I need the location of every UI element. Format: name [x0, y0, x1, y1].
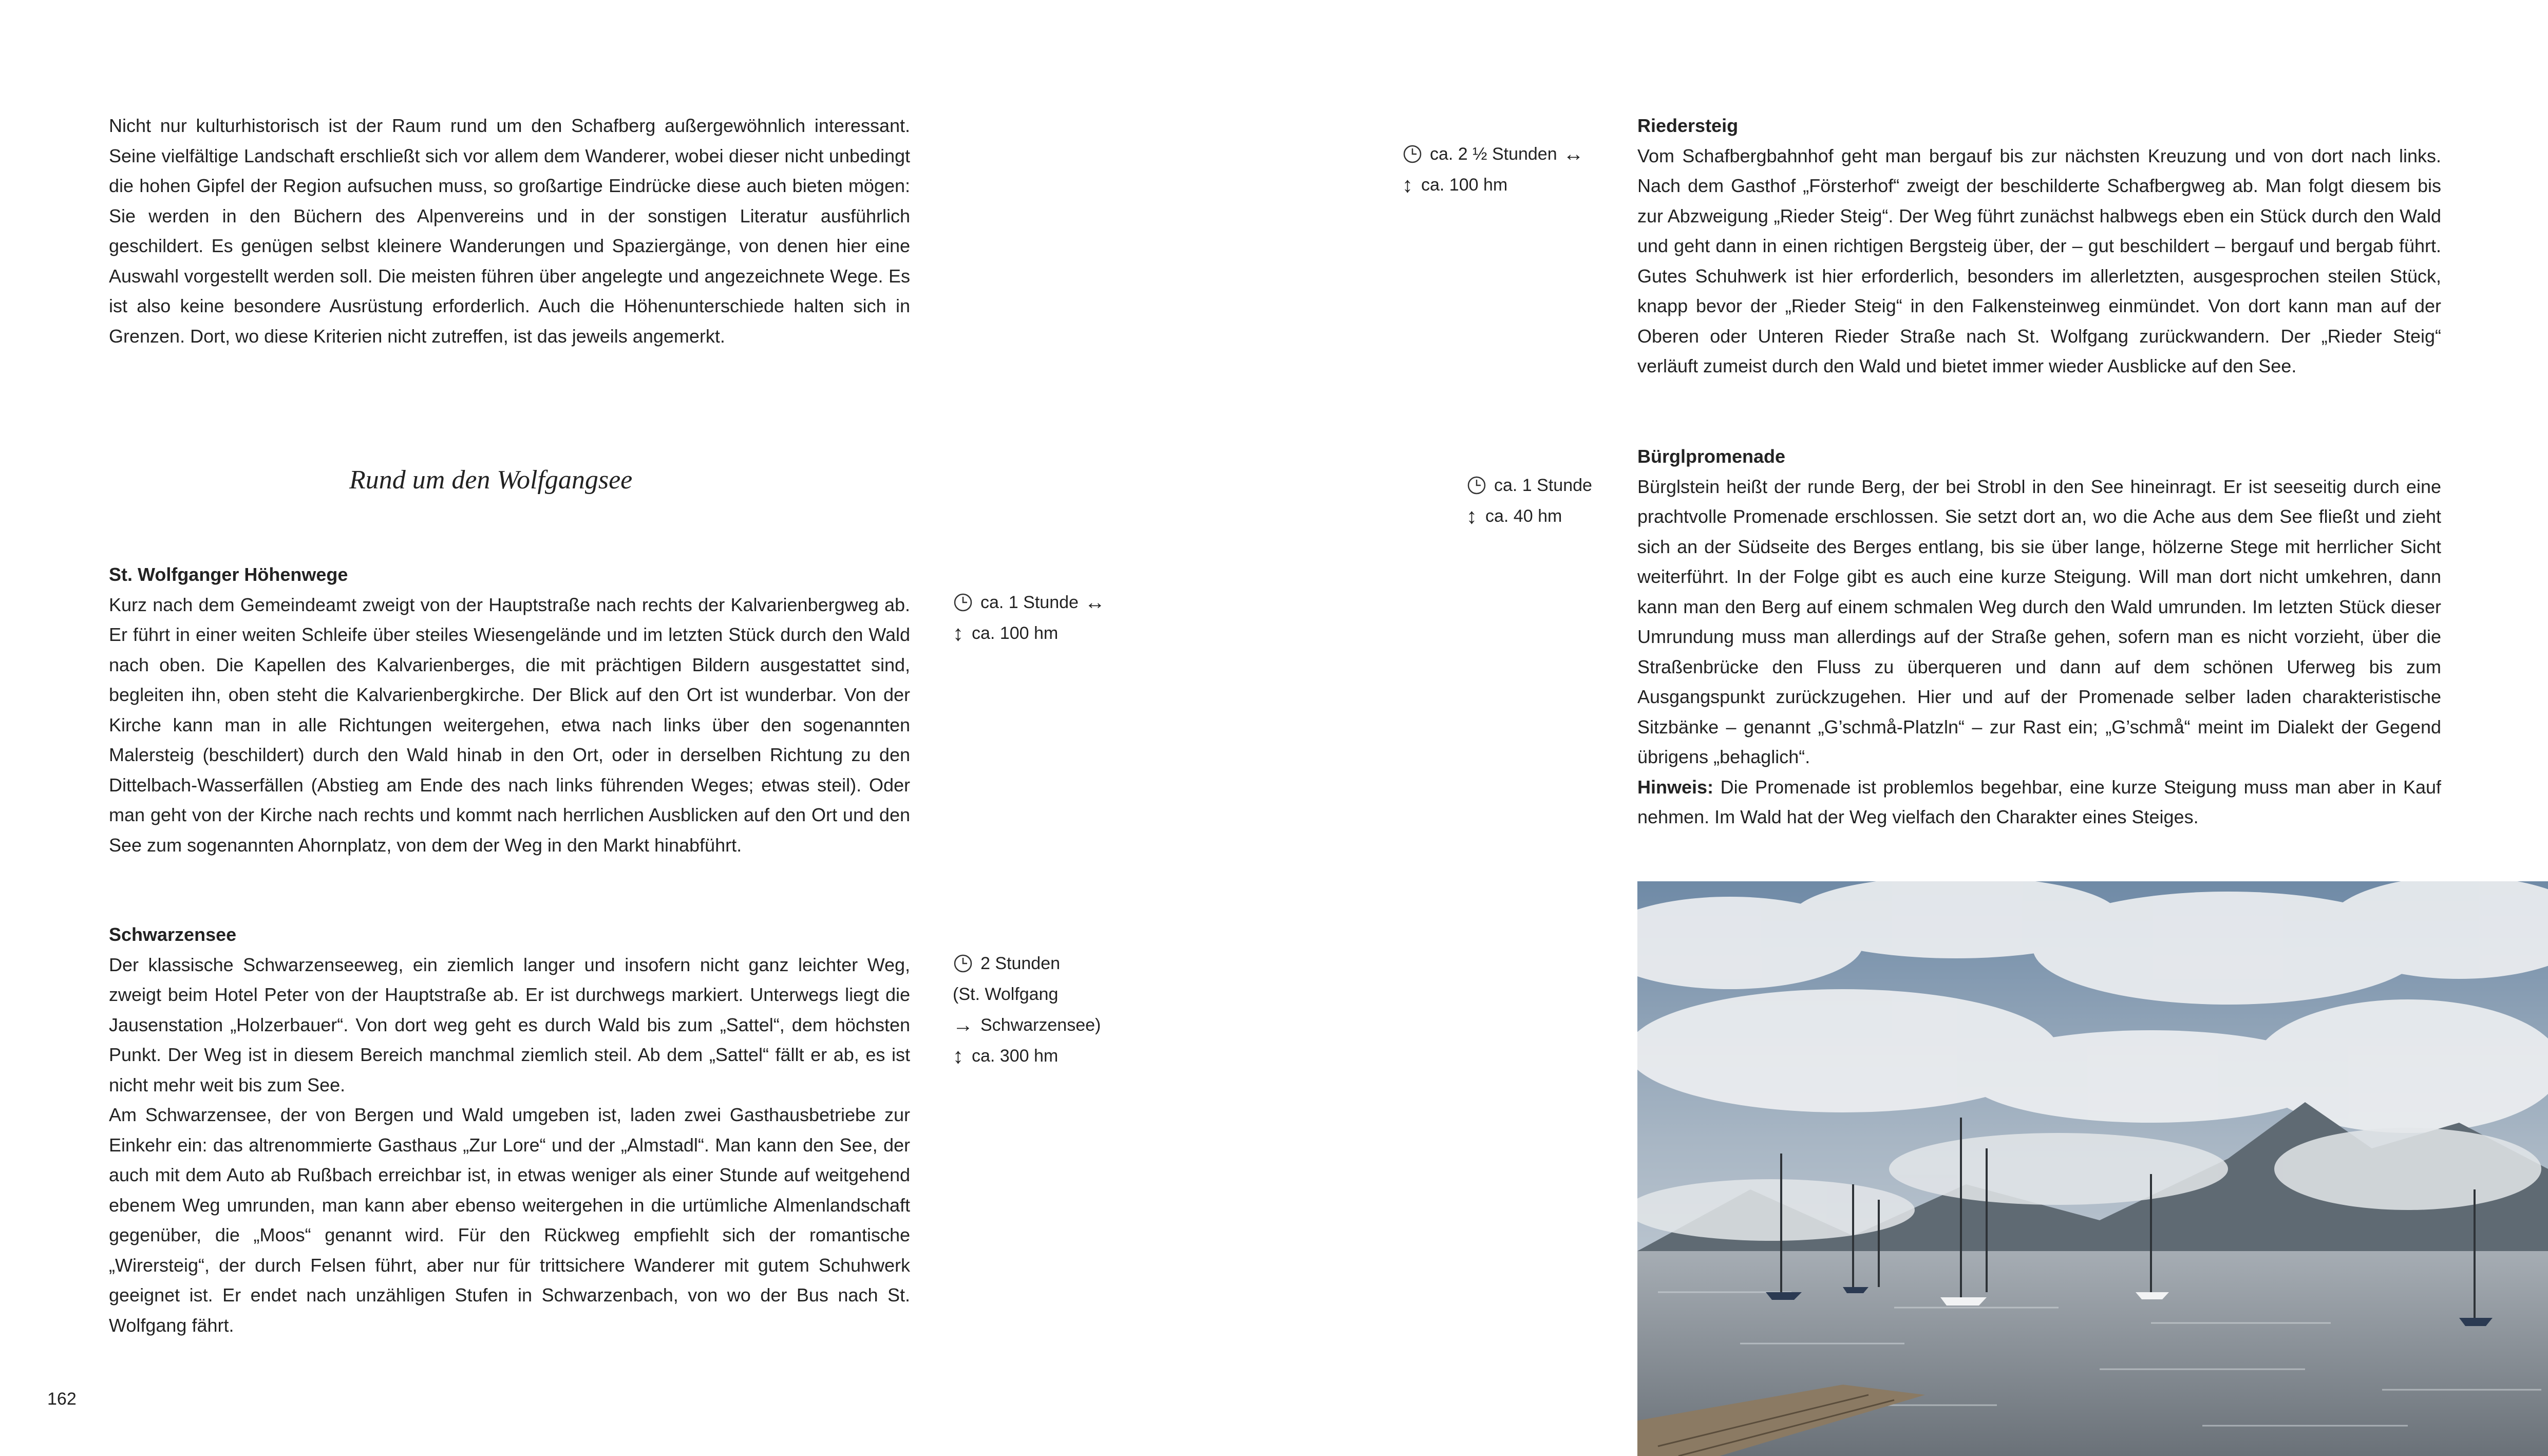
hike-text: Bürglstein heißt der runde Berg, der bei Strobl in den See hineinragt. Er ist seeseitig durch eine prachtvolle Promenade erschlossen. Sie setzt dort an, wo die Ache aus dem See fließt und zieht sich an der Südseite des Berges entlang, bis sie über lange, hölzerne Stege mit herrlicher Sicht weiterführt. In der Folge gibt es auch eine kurze Steigung. Will man dort nicht umkehren, dann kann man den Berg auf einem schmalen Weg durch den Wald umrunden. Im letzten Stück dieser Umrundung muss man allerdings auf der Straße gehen, sofern man es nicht vorzieht, über die Straßenbrücke den Fluss zu überqueren und dann auf dem schönen Uferweg bis zum Ausgangspunkt zurückzugehen. Hier und auf der Promenade selber laden charakteristische Sitzbänke – genannt „G’schmå-Platzln“ – zur Rast ein; „G’schmå“ meint im Dialekt der Gegend übrigens „behaglich“. [1637, 476, 2441, 767]
clock-icon [1466, 475, 1487, 496]
hike-meta-riedersteig [1402, 139, 1584, 200]
hike-meta-schwarzensee [953, 948, 1101, 1071]
two-way-arrow-icon: ↔ [1563, 143, 1584, 165]
duration-row [953, 948, 1101, 979]
route-to [953, 1010, 1101, 1041]
hike-meta-buerglpromenade [1466, 470, 1592, 532]
elevation-row [953, 1041, 1101, 1071]
elevation-row [953, 618, 1105, 649]
hike-riedersteig [1637, 111, 2441, 382]
route-from [953, 979, 1101, 1010]
note-text: Die Promenade ist problemlos begehbar, eine kurze Steigung muss man aber in Kauf nehmen. Im Wald hat der Weg vielfach den Charakter eines Steiges. [1637, 776, 2441, 827]
up-down-arrow-icon: ↕ [953, 621, 964, 645]
page-number: 162 [47, 1389, 77, 1409]
elevation-value: ca. 40 hm [1485, 506, 1562, 526]
duration-value: ca. 1 Stunde [1494, 476, 1592, 495]
hike-note [1637, 772, 2441, 833]
intro-text: Nicht nur kulturhistorisch ist der Raum rund um den Schafberg außergewöhnlich interessant. Seine vielfältige Landschaft erschließt sich vor allem dem Wanderer, wobei dieser nicht unbedingt die hohen Gipfel der Region aufsuchen muss, so großartige Eindrücke diese auch bieten mögen: Sie werden in den Büchern des Alpenvereins und in der sonstigen Literatur ausführlich geschildert. Es genügen selbst kleinere Wanderungen und Spaziergänge, von denen hier eine Auswahl vorgestellt werden soll. Die meisten führen über angelegte und angezeichnete Wege. Es ist also keine besondere Ausrüstung erforderlich. Auch die Höhenunterschiede halten sich in Grenzen. Dort, wo diese Kriterien nicht zutreffen, ist das jeweils angemerkt. [109, 115, 910, 347]
hike-text: Kurz nach dem Gemeindeamt zweigt von der Hauptstraße nach rechts der Kalvarienbergweg ab. Er führt in einer weiten Schleife über steiles Wiesengelände und im letzten Stück durch den Wald nach oben. Die Kapellen des Kalvarienberges, die mit prächtigen Bildern ausgestattet sind, begleiten ihn, oben steht die Kalvarienbergkirche. Der Blick auf den Ort ist wunderbar. Von der Kirche kann man in alle Richtungen weitergehen, etwa nach links über den sogenannten Malersteig (beschildert) durch den Wald hinab in den Ort, oder in derselben Richtung zu den Dittelbach-Wasserfällen (Abstieg am Ende des nach links führenden Weges; etwas steil). Oder man geht von der Kirche nach rechts und kommt nach herrlichen Ausblicken auf den Ort und den See zum sogenannten Ahornplatz, von dem der Weg in den Markt hinabführt. [109, 594, 910, 856]
hike-title: Bürglpromenade [1637, 446, 1786, 467]
hike-meta-hoehenwege [953, 587, 1105, 649]
hike-text: Der klassische Schwarzenseeweg, ein ziemlich langer und insofern nicht ganz leichter Weg, zweigt beim Hotel Peter von der Hauptstraße ab. Er ist durchwegs markiert. Unterwegs liegt die Jausenstation „Holzerbauer“. Von dort weg geht es durch Wald bis zum „Sattel“, dem höchsten Punkt. Der Weg ist in diesem Bereich manchmal ziemlich steil. Ab dem „Sattel“ fällt er ab, es ist nicht mehr weit bis zum See. [109, 954, 910, 1095]
duration-value: ca. 2 ½ Stunden [1430, 144, 1557, 164]
hike-schwarzensee [109, 920, 910, 1340]
clock-icon [1402, 144, 1423, 164]
duration-value: 2 Stunden [980, 954, 1061, 973]
hike-title: Riedersteig [1637, 115, 1739, 136]
hike-buerglpromenade [1637, 442, 2441, 833]
lake-photo [1637, 881, 2548, 1456]
hike-title: St. Wolfganger Höhenwege [109, 564, 348, 585]
elevation-value: ca. 300 hm [972, 1046, 1059, 1066]
two-way-arrow-icon: ↔ [1084, 591, 1105, 614]
duration-row [953, 587, 1105, 618]
up-down-arrow-icon: ↕ [1402, 173, 1413, 197]
hike-title: Schwarzensee [109, 924, 237, 945]
duration-row [1402, 139, 1584, 169]
elevation-value: ca. 100 hm [1421, 175, 1508, 195]
up-down-arrow-icon: ↕ [1466, 504, 1477, 528]
hike-text-continued: Am Schwarzensee, der von Bergen und Wald umgeben ist, laden zwei Gasthausbetriebe zur Einkehr ein: das altrenommierte Gasthaus „Zur Lore“ und der „Almstadl“. Man kann den See, der auch mit dem Auto ab Rußbach erreichbar ist, in etwas weniger als einer Stunde auf weitgehend ebenem Weg umrunden, man kann aber ebenso weitergehen in die urtümliche Almenlandschaft gegenüber, die „Moos“ genannt wird. Für den Rückweg empfiehlt sich der romantische „Wirersteig“, der durch Felsen führt, aber nur für trittsichere Wanderer mit gutem Schuhwerk geeignet ist. Er endet nach unzähligen Stufen in Schwarzenbach, von wo der Bus nach St. Wolfgang fährt. [109, 1104, 910, 1336]
duration-value: ca. 1 Stunde [980, 593, 1079, 612]
elevation-row [1402, 169, 1584, 200]
section-title: Rund um den Wolfgangsee [349, 465, 633, 495]
note-label: Hinweis: [1637, 776, 1714, 798]
hike-text: Vom Schafbergbahnhof geht man bergauf bis zur nächsten Kreuzung und von dort nach links. Nach dem Gasthof „Försterhof“ zweigt der beschilderte Schafbergweg ab. Man folgt diesem bis zur Abzweigung „Rieder Steig“. Der Weg führt zunächst halbwegs eben ein Stück durch den Wald und geht dann in einen richtigen Bergsteig über, der – gut beschildert – bergauf und bergab führt. Gutes Schuhwerk ist hier erforderlich, besonders im allerletzten, ausgesprochen steilen Stück, knapp bevor der „Rieder Steig“ in den Falkensteinweg einmündet. Von dort kann man auf der Oberen oder Unteren Rieder Straße nach St. Wolfgang zurückwandern. Der „Rieder Steig“ verläuft zumeist durch den Wald und bietet immer wieder Ausblicke auf den See. [1637, 145, 2441, 376]
elevation-value: ca. 100 hm [972, 623, 1059, 643]
clock-icon [953, 953, 973, 974]
clock-icon [953, 592, 973, 613]
hike-hoehenwege [109, 560, 910, 860]
elevation-row [1466, 501, 1592, 532]
up-down-arrow-icon: ↕ [953, 1044, 964, 1068]
intro-paragraph [109, 111, 910, 351]
right-arrow-icon: → [953, 1014, 973, 1036]
route-to-value: Schwarzensee) [980, 1015, 1101, 1035]
route-from-value: (St. Wolfgang [953, 985, 1059, 1004]
duration-row [1466, 470, 1592, 501]
